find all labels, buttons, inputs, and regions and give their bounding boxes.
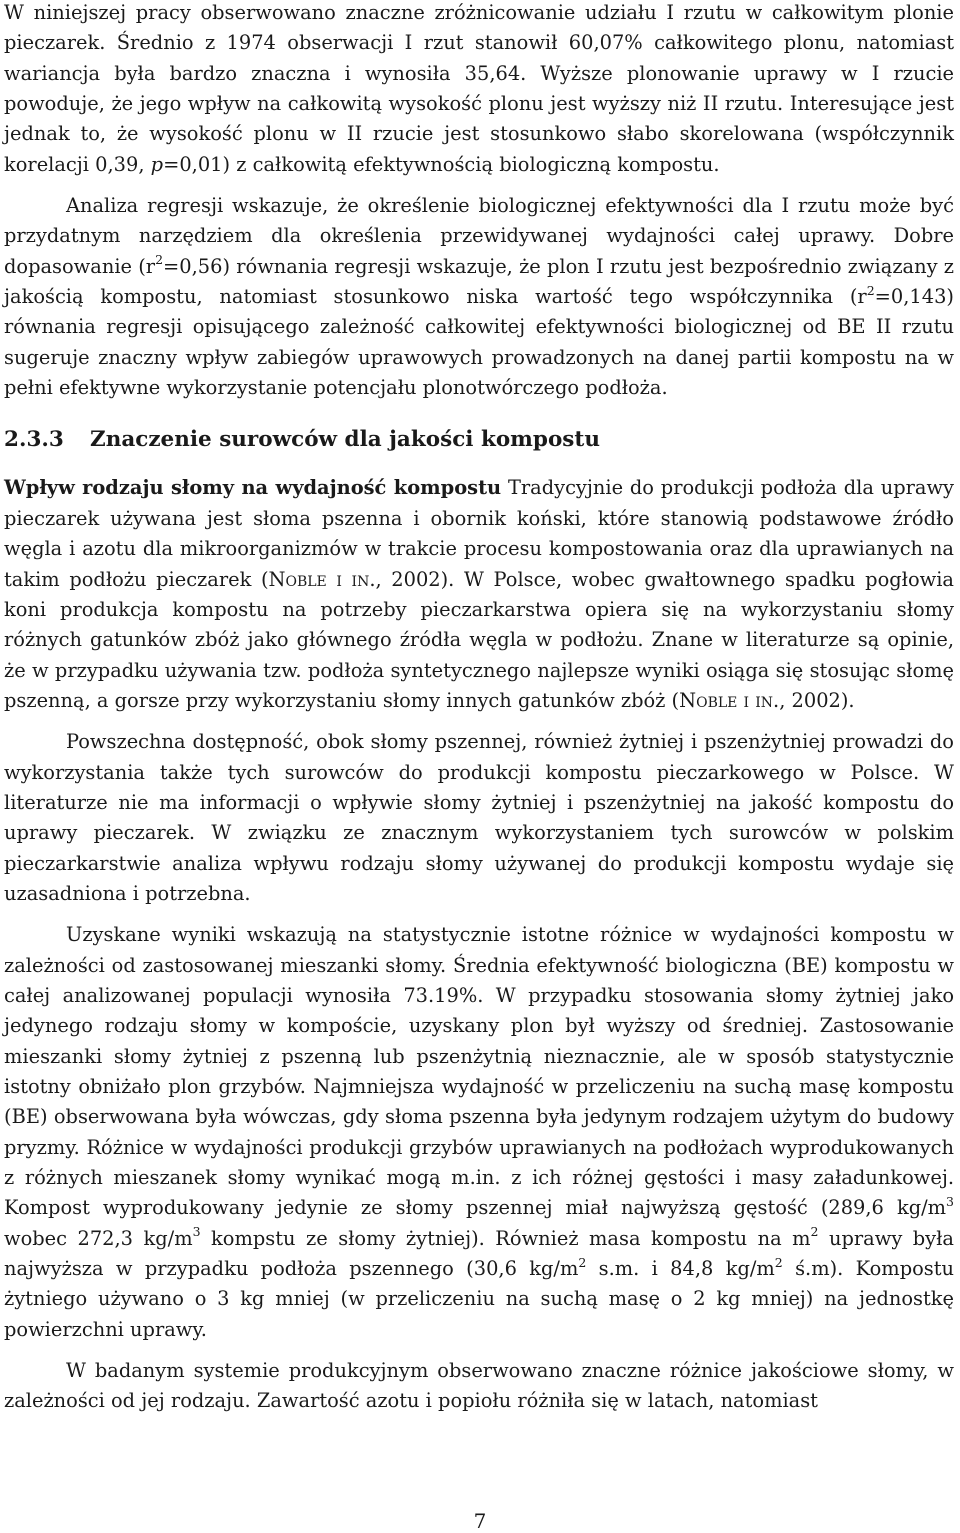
text-run: s.m. i 84,8 kg/m (586, 1257, 775, 1281)
text-run: ś.m). Kompostu żytniego używano o 3 kg mniej (w przeliczeniu na suchą masę o 2 kg mniej) na jednostkę powierzchni uprawy. (4, 1257, 955, 1341)
text-run: kompstu ze słomy żytniej). Również masa kompostu na m (200, 1226, 811, 1250)
text-run: =0,01) z całkowitą efektywnością biologiczną kompostu. (163, 152, 720, 176)
paragraph-2 (4, 191, 954, 403)
text-run: Tradycyjnie do produkcji podłoża dla uprawy pieczarek używana jest słoma pszenna i obornik koński, które stanowią podstawowe źródło węgla i azotu dla mikroorganizmów w trakcie procesu kompostowania oraz dla uprawianych na takim podłożu pieczarek ( (4, 476, 954, 591)
citation-author: Noble i in. (679, 688, 780, 712)
text-run: , 2002). (779, 688, 855, 712)
paragraph-4: Powszechna dostępność, obok słomy pszennej, również żytniej i pszenżytniej prowadzi do wykorzystania także tych surowców do produkcji kompostu pieczarkowego w Polsce. W literaturze nie ma informacji o wpływie słomy żytniej i pszenżytniej na jakość kompostu do uprawy pieczarek. W związku ze znacznym wykorzystaniem tych surowców w polskim pieczarkarstwie analiza wpływu rodzaju słomy używanej do produkcji kompostu wydaje się uzasadniona i potrzebna. (4, 730, 954, 905)
section-heading (4, 425, 954, 455)
text-run: uprawy była najwyższa w przypadku podłoża pszennego (30,6 kg/m (4, 1226, 954, 1281)
paragraph-3 (4, 473, 954, 716)
paragraph-6: W badanym systemie produkcyjnym obserwowano znaczne różnice jakościowe słomy, w zależności od jej rodzaju. Zawartość azotu i popiołu różniła się w latach, natomiast (4, 1359, 954, 1413)
text-run: =0,56) równania regresji wskazuje, że plon I rzutu jest bezpośrednio związany z jakością kompostu, natomiast stosunkowo niska wartość tego współczynnika (r (4, 254, 954, 309)
superscript: 3 (192, 1224, 201, 1240)
section-number: 2.3.3 (4, 427, 64, 453)
superscript: 2 (866, 282, 875, 298)
text-run: Uzyskane wyniki wskazują na statystycznie istotne różnice w wydajności kompostu w zależności od zastosowanej mieszanki słomy. Średnia efektywność biologiczna (BE) kompostu w całej analizowanej populacji wynosiła 73.19%. W przypadku stosowania słomy żytniej jako jedynego rodzaju słomy w kompoście, uzyskany plon był wyższy od średniej. Zastosowanie mieszanki słomy żytniej z pszenną lub pszenżytnią nieznacznie, ale w sposób statystycznie istotny obniżało plon grzybów. Najmniejsza wydajność w przeliczeniu na suchą masę kompostu (BE) obserwowana była wówczas, gdy słoma pszenna była jedynym rodzajem użytym do budowy pryzmy. Różnice w wydajności produkcji grzybów uprawianych na podłożach wyprodukowanych z różnych mieszanek słomy wynikać mogą m.in. z ich różnej gęstości i masy załadunkowej. Kompost wyprodukowany jedynie ze słomy pszennej miał najwyższą gęstość (289,6 kg/m (4, 923, 954, 1220)
superscript: 2 (155, 252, 164, 268)
text-run: Analiza regresji wskazuje, że określenie biologicznej efektywności dla I rzutu może być przydatnym narzędziem dla określenia przewidywanej wydajności całej uprawy. Dobre dopasowanie (r (4, 194, 954, 278)
citation-author: Noble i in. (268, 567, 376, 591)
text-run: W niniejszej pracy obserwowano znaczne zróżnicowanie udziału I rzutu w całkowitym plonie pieczarek. Średnio z 1974 obserwacji I rzut stanowił 60,07% całkowitego plonu, natomiast wariancja była bardzo znaczna i wynosiła 35,64. Wyższe plonowanie uprawy w I rzucie powoduje, że jego wpływ na całkowitą wysokość plonu jest wyższy niż II rzutu. Interesujące jest jednak to, że wysokość plonu w II rzucie jest stosunkowo słabo skorelowana (współczynnik korelacji 0,39, (4, 1, 954, 176)
superscript: 2 (810, 1224, 819, 1240)
paragraph-1 (4, 0, 954, 180)
body-text (4, 0, 954, 1417)
paragraph-5 (4, 920, 954, 1345)
text-run: =0,143) równania regresji opisującego zależność całkowitej efektywności biologicznej od BE II rzutu sugeruje znaczny wpływ zabiegów uprawowych prowadzonych na danej partii kompostu na w pełni efektywne wykorzystanie potencjału plonotwórczego podłoża. (4, 285, 954, 400)
superscript: 2 (774, 1254, 783, 1270)
superscript: 3 (946, 1193, 954, 1209)
paragraph-title: Wpływ rodzaju słomy na wydajność kompostu (4, 476, 502, 500)
text-run: , 2002). W Polsce, wobec gwałtownego spadku pogłowia koni produkcja kompostu na potrzeby pieczarkarstwa opiera się na wykorzystaniu słomy różnych gatunków zbóż jako głównego źródła węgla w podłożu. Znane w literaturze są opinie, że w przypadku używania tzw. podłoża syntetycznego najlepsze wyniki osiąga się stosując słomę pszenną, a gorsze przy wykorzystaniu słomy innych gatunków zbóż ( (4, 567, 954, 712)
page-number: 7 (473, 1509, 487, 1533)
section-title: Znaczenie surowców dla jakości kompostu (90, 427, 600, 453)
p-value-symbol: p (150, 152, 164, 176)
text-run: wobec 272,3 kg/m (4, 1226, 193, 1250)
superscript: 2 (578, 1254, 587, 1270)
